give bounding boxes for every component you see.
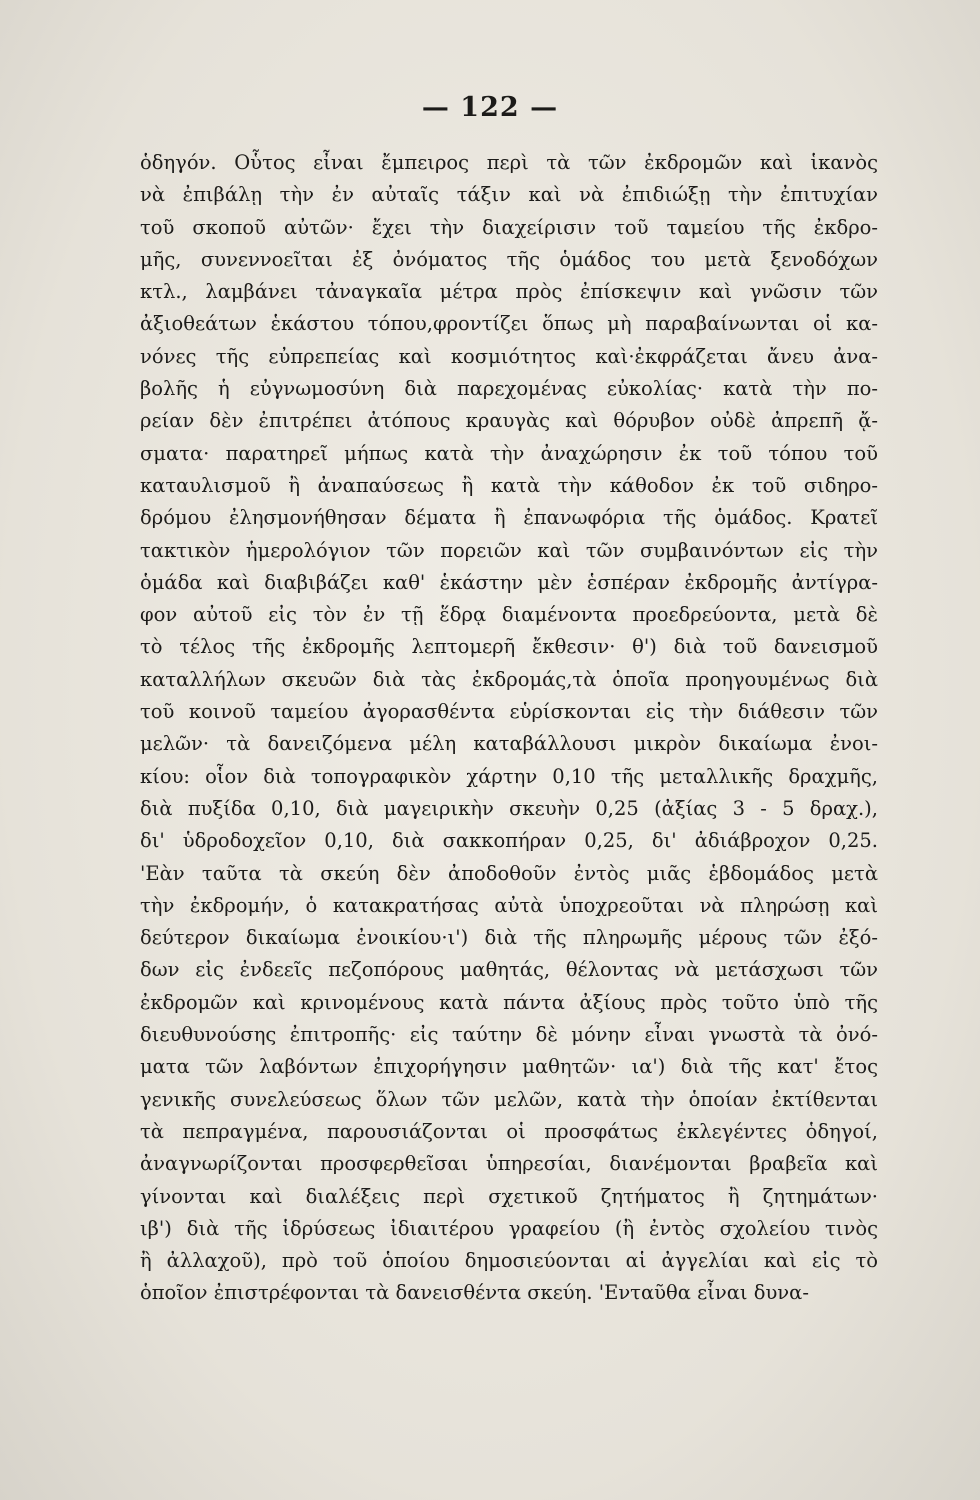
text-line: 'Εὰν ταῦτα τὰ σκεύη δὲν ἀποδοθοῦν ἐντὸς μιᾶς ἑβδομάδος μετὰ (140, 861, 878, 885)
text-line: δρόμου ἐλησμονήθησαν δέματα ἢ ἐπανωφόρια τῆς ὁμάδος. Κρατεῖ (140, 506, 878, 530)
text-line: ἀναγνωρίζονται προσφερθεῖσαι ὑπηρεσίαι, διανέμονται βραβεῖα καὶ (140, 1152, 878, 1176)
text-line: κίου: οἷον διὰ τοπογραφικὸν χάρτην 0,10 τῆς μεταλλικῆς δραχμῆς, (140, 764, 878, 788)
text-line: ὁποῖον ἐπιστρέφονται τὰ δανεισθέντα σκεύη. 'Ενταῦθα εἶναι δυνα- (140, 1281, 809, 1305)
text-line: ὁδηγόν. Οὗτος εἶναι ἔμπειρος περὶ τὰ τῶν ἐκδρομῶν καὶ ἱκανὸς (140, 151, 878, 174)
text-line: τοῦ σκοποῦ αὐτῶν· ἔχει τὴν διαχείρισιν τοῦ ταμείου τῆς ἐκδρο- (140, 215, 878, 239)
text-line: καταυλισμοῦ ἢ ἀναπαύσεως ἢ κατὰ τὴν κάθοδον ἐκ τοῦ σιδηρο- (140, 473, 878, 497)
text-line: ματα τῶν λαβόντων ἐπιχορήγησιν μαθητῶν· ια') διὰ τῆς κατ' ἔτος (140, 1055, 878, 1079)
body-text (140, 147, 878, 1310)
text-line: σματα· παρατηρεῖ μήπως κατὰ τὴν ἀναχώρησιν ἐκ τοῦ τόπου τοῦ (140, 441, 878, 465)
text-line: διευθυνούσης ἐπιτροπῆς· εἰς ταύτην δὲ μόνην εἶναι γνωστὰ τὰ ὀνό- (140, 1023, 878, 1047)
text-line: τὸ τέλος τῆς ἐκδρομῆς λεπτομερῆ ἔκθεσιν· θ') διὰ τοῦ δανεισμοῦ (140, 635, 878, 659)
text-line: ἀξιοθεάτων ἑκάστου τόπου,φροντίζει ὅπως μὴ παραβαίνωνται οἱ κα- (140, 312, 878, 336)
text-line: κτλ., λαμβάνει τἀναγκαῖα μέτρα πρὸς ἐπίσκεψιν καὶ γνῶσιν τῶν (140, 280, 878, 304)
text-line: τοῦ κοινοῦ ταμείου ἀγορασθέντα εὑρίσκονται εἰς τὴν διάθεσιν τῶν (140, 700, 878, 724)
text-line: νόνες τῆς εὐπρεπείας καὶ κοσμιότητος καὶ·ἐκφράζεται ἄνευ ἀνα- (140, 344, 878, 368)
text-line: τὰ πεπραγμένα, παρουσιάζονται οἱ προσφάτως ἐκλεγέντες ὁδηγοί, (140, 1119, 878, 1143)
text-line: τακτικὸν ἡμερολόγιον τῶν πορειῶν καὶ τῶν συμβαινόντων εἰς τὴν (140, 538, 878, 562)
text-line: ρείαν δὲν ἐπιτρέπει ἀτόπους κραυγὰς καὶ θόρυβον οὐδὲ ἀπρεπῆ ᾄ- (140, 409, 878, 433)
text-line: φον αὐτοῦ εἰς τὸν ἐν τῇ ἕδρᾳ διαμένοντα προεδρεύοντα, μετὰ δὲ (140, 603, 878, 627)
text-line: δι' ὑδροδοχεῖον 0,10, διὰ σακκοπήραν 0,25, δι' ἀδιάβροχον 0,25. (140, 829, 878, 853)
text-line: δεύτερον δικαίωμα ἐνοικίου·ι') διὰ τῆς πληρωμῆς μέρους τῶν ἐξό- (140, 926, 878, 950)
text-line: ἢ ἀλλαχοῦ), πρὸ τοῦ ὁποίου δημοσιεύονται αἱ ἀγγελίαι καὶ εἰς τὸ (140, 1249, 878, 1273)
text-line: νὰ ἐπιβάλῃ τὴν ἐν αὐταῖς τάξιν καὶ νὰ ἐπιδιώξῃ τὴν ἐπιτυχίαν (140, 183, 878, 207)
text-line: ὁμάδα καὶ διαβιβάζει καθ' ἑκάστην μὲν ἑσπέραν ἐκδρομῆς ἀντίγρα- (140, 570, 878, 594)
text-line: μελῶν· τὰ δανειζόμενα μέλη καταβάλλουσι μικρὸν δικαίωμα ἐνοι- (140, 732, 878, 756)
text-line: καταλλήλων σκευῶν διὰ τὰς ἐκδρομάς,τὰ ὁποῖα προηγουμένως διὰ (140, 667, 878, 691)
text-line: ἐκδρομῶν καὶ κρινομένους κατὰ πάντα ἀξίους πρὸς τοῦτο ὑπὸ τῆς (140, 990, 878, 1014)
text-line: διὰ πυξίδα 0,10, διὰ μαγειρικὴν σκευὴν 0,25 (ἀξίας 3 - 5 δραχ.), (140, 796, 878, 820)
text-line: γενικῆς συνελεύσεως ὅλων τῶν μελῶν, κατὰ τὴν ὁποίαν ἐκτίθενται (140, 1087, 878, 1111)
text-line: βολῆς ἡ εὐγνωμοσύνη διὰ παρεχομένας εὐκολίας· κατὰ τὴν πο- (140, 377, 878, 401)
text-line: γίνονται καὶ διαλέξεις περὶ σχετικοῦ ζητήματος ἢ ζητημάτων· (140, 1184, 878, 1208)
page-number: — 122 — (421, 92, 559, 123)
text-line: δων εἰς ἐνδεεῖς πεζοπόρους μαθητάς, θέλοντας νὰ μετάσχωσι τῶν (140, 958, 878, 982)
text-line: τὴν ἐκδρομήν, ὁ κατακρατήσας αὐτὰ ὑποχρεοῦται νὰ πληρώσῃ καὶ (140, 893, 878, 917)
text-line: μῆς, συνεννοεῖται ἐξ ὀνόματος τῆς ὁμάδος του μετὰ ξενοδόχων (140, 247, 878, 271)
text-line: ιβ') διὰ τῆς ἱδρύσεως ἰδιαιτέρου γραφείου (ἢ ἐντὸς σχολείου τινὸς (140, 1216, 878, 1240)
